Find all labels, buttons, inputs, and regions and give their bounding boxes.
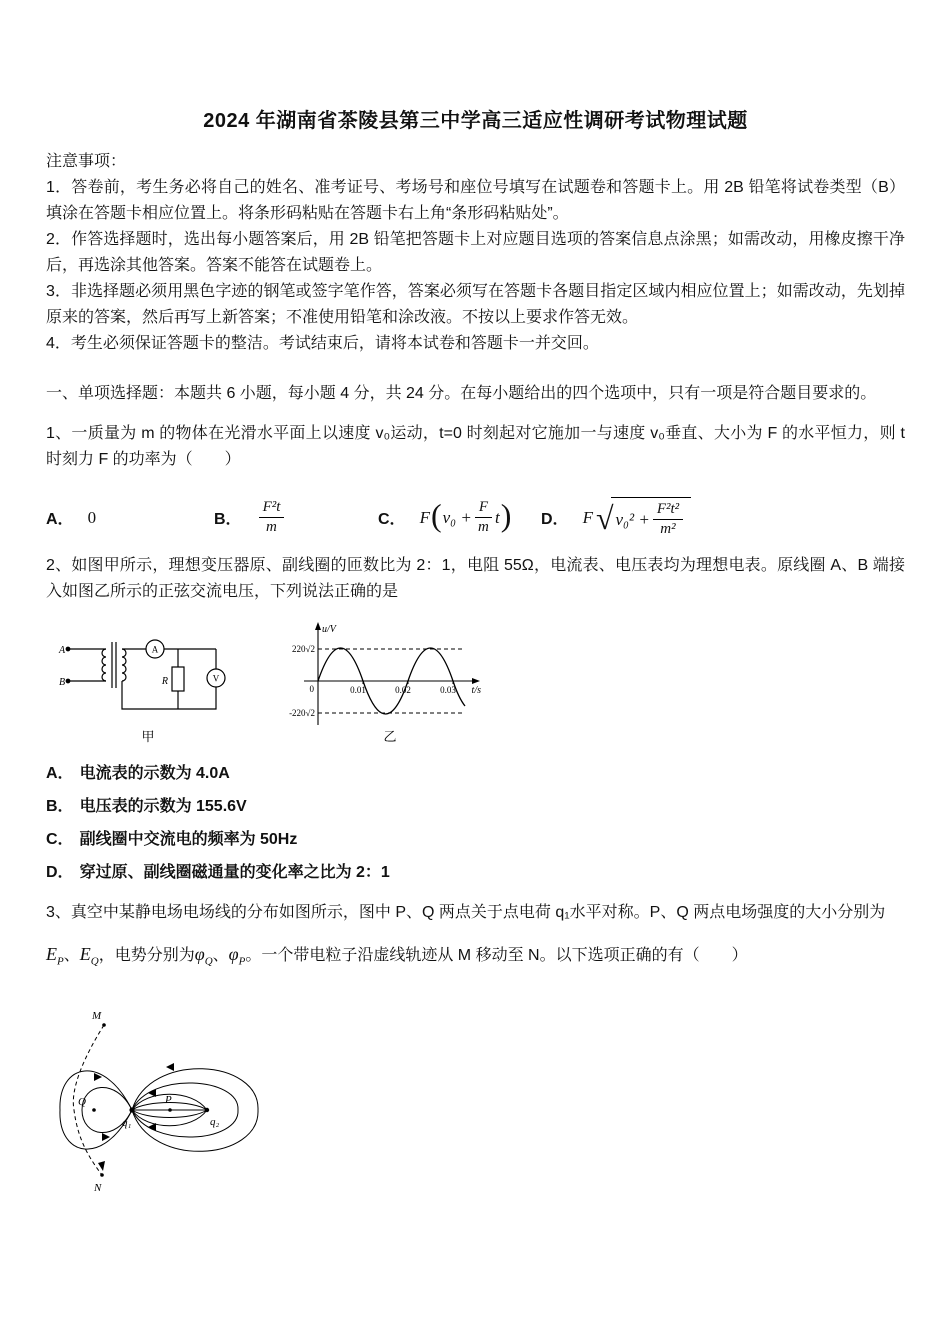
label-q1: q₁	[122, 1117, 132, 1130]
eq-variable	[79, 943, 99, 968]
question-2-text: 2、如图甲所示，理想变压器原、副线圈的匝数比为 2：1，电阻 55Ω，电流表、电压表均为理想电表。原线圈 A、B 端接入如图乙所示的正弦交流电压，下列说法正确的是	[46, 556, 905, 600]
option-a	[46, 506, 214, 529]
question-2	[46, 553, 905, 886]
question-3	[46, 900, 905, 1207]
x-axis-label: t/s	[471, 684, 481, 696]
phi-q-variable	[194, 943, 213, 968]
point-p	[168, 1108, 172, 1112]
tick-003-label: 0.03	[440, 684, 456, 695]
option-a-value: 0	[87, 507, 97, 527]
q1-options	[46, 497, 905, 539]
option-a-text: 电流表的示数为 4.0A	[79, 764, 230, 782]
math-token: F	[419, 507, 430, 527]
notice-heading: 注意事项：	[46, 153, 127, 170]
label-q: Q	[78, 1096, 86, 1109]
figure-jia-caption: 甲	[141, 728, 155, 744]
q2-options	[46, 761, 905, 886]
option-d	[46, 860, 905, 886]
y-axis-arrow	[315, 622, 321, 630]
question-1-text: 1、一质量为 m 的物体在光滑水平面上以速度 v₀运动，t=0 时刻起对它施加一与速度 v₀垂直、大小为 F 的水平恒力，则 t 时刻力 F 的功率为（ ）	[46, 425, 905, 468]
tick-002-label: 0.02	[395, 684, 411, 695]
phi-p-variable	[228, 943, 246, 968]
option-c	[378, 499, 541, 537]
math-token: φ	[194, 943, 205, 964]
fraction	[653, 501, 683, 539]
field-lines	[60, 1069, 258, 1152]
voltage-waveform-figure	[278, 619, 492, 747]
secondary-coil	[122, 649, 126, 681]
tick-001-label: 0.01	[350, 684, 366, 695]
point-n	[100, 1173, 104, 1177]
mid-text: ，电势分别为	[98, 946, 195, 964]
close-paren: )	[500, 497, 512, 534]
square-root	[596, 497, 691, 539]
figure-yi-caption: 乙	[383, 728, 397, 744]
circuit-wires	[66, 640, 225, 709]
math-token: m²	[660, 521, 676, 538]
point-q	[92, 1108, 96, 1112]
option-d-formula	[583, 497, 692, 539]
option-b-label: B．	[46, 797, 74, 815]
math-token: φ	[228, 943, 239, 964]
radicand	[611, 497, 692, 539]
ep-variable	[46, 943, 64, 968]
axes	[304, 627, 474, 725]
math-token: m	[266, 519, 277, 536]
option-c-label: C．	[46, 830, 74, 848]
option-d-label: D．	[541, 511, 569, 529]
vmax-label: 220√2	[292, 643, 315, 654]
fraction	[259, 499, 285, 537]
origin-label: 0	[309, 683, 314, 694]
label-p: P	[165, 1094, 172, 1107]
math-token: t	[494, 507, 500, 527]
question-2-figures	[56, 619, 905, 747]
option-a-label: A．	[46, 511, 74, 529]
notice-section	[46, 149, 905, 357]
voltmeter-label: V	[212, 673, 220, 683]
transformer-circuit-figure	[56, 619, 258, 747]
notice-item: 1．答卷前，考生务必将自己的姓名、准考证号、考场号和座位号填写在试题卷和答题卡上。用 2B 铅笔将试卷类型（B）填涂在答题卡相应位置上。将条形码粘贴在答题卡右上角“条形码粘贴处”。	[46, 179, 905, 222]
question-3-formula-line	[46, 940, 905, 976]
math-token: +	[460, 507, 472, 527]
field-lines-figure	[52, 1005, 284, 1201]
math-token: E	[46, 943, 57, 964]
option-c	[46, 827, 905, 853]
option-c-formula	[420, 499, 513, 537]
option-d	[541, 497, 691, 539]
tail-text: 。一个带电粒子沿虚线轨迹从 M 移动至 N。以下选项正确的有（ ）	[245, 946, 748, 964]
question-3-text: 3、真空中某静电场电场线的分布如图所示，图中 P、Q 两点关于点电荷 q₁水平对称。P、Q 两点电场强度的大小分别为	[46, 903, 886, 921]
math-token: F	[582, 507, 593, 527]
resistor-symbol	[172, 667, 184, 691]
notice-item: 4．考生必须保证答题卡的整洁。考试结束后，请将本试卷和答题卡一并交回。	[46, 335, 599, 352]
radical-sign: √	[595, 499, 614, 536]
resistor-label: R	[161, 675, 168, 687]
separator: 、	[212, 946, 229, 964]
math-token: m	[477, 519, 489, 536]
vmin-label: -220√2	[289, 707, 315, 718]
math-token: E	[79, 943, 91, 964]
x-axis-arrow	[472, 678, 480, 684]
point-q1	[129, 1107, 134, 1112]
option-c-label: C．	[378, 511, 406, 529]
math-token: P	[57, 955, 64, 968]
page-title: 2024 年湖南省茶陵县第三中学高三适应性调研考试物理试题	[203, 110, 748, 132]
fraction	[475, 499, 492, 537]
math-token: P	[238, 955, 246, 968]
y-axis-label: u/V	[322, 623, 336, 635]
ammeter-label: A	[151, 644, 159, 654]
option-c-text: 副线圈中交流电的频率为 50Hz	[79, 830, 298, 848]
points	[92, 1023, 209, 1177]
option-a	[46, 761, 905, 787]
section-heading: 一、单项选择题：本题共 6 小题，每小题 4 分，共 24 分。在每小题给出的四个选项中，只有一项是符合题目要求的。	[46, 385, 877, 402]
label-n: N	[94, 1182, 102, 1195]
terminal-b-label: B	[59, 676, 66, 688]
math-token: v₀	[442, 507, 457, 527]
math-token: F²t²	[653, 501, 683, 520]
point-q2	[205, 1108, 209, 1112]
primary-coil	[102, 649, 106, 681]
option-b	[46, 794, 905, 820]
math-token: v₀²	[615, 509, 635, 529]
option-b-label: B．	[214, 511, 242, 529]
math-token: F²t	[259, 499, 285, 518]
terminal-a-label: A	[59, 644, 66, 656]
point-m	[102, 1023, 106, 1027]
option-b	[214, 499, 378, 537]
math-token: +	[638, 509, 650, 529]
option-d-label: D．	[46, 863, 74, 881]
notice-item: 3．非选择题必须用黑色字迹的钢笔或签字笔作答，答案必须写在答题卡各题目指定区域内相应位置上；如需改动，先划掉原来的答案，然后再写上新答案；不准使用铅笔和涂改液。不按以上要求作答无效。	[46, 283, 905, 326]
option-a-label: A．	[46, 764, 74, 782]
option-b-formula	[256, 499, 288, 537]
label-q2: q₂	[210, 1116, 220, 1129]
label-m: M	[92, 1010, 102, 1023]
option-d-text: 穿过原、副线圈磁通量的变化率之比为 2：1	[79, 863, 390, 881]
open-paren: (	[430, 497, 442, 534]
notice-item: 2．作答选择题时，选出每小题答案后，用 2B 铅笔把答题卡上对应题目选项的答案信息点涂黑；如需改动，用橡皮擦干净后，再选涂其他答案。答案不能答在试题卷上。	[46, 231, 905, 274]
option-b-text: 电压表的示数为 155.6V	[79, 797, 247, 815]
separator: 、	[63, 946, 80, 964]
math-token: Q	[204, 955, 213, 968]
math-token: F	[475, 499, 492, 518]
math-token: Q	[90, 955, 99, 968]
question-1	[46, 421, 905, 539]
